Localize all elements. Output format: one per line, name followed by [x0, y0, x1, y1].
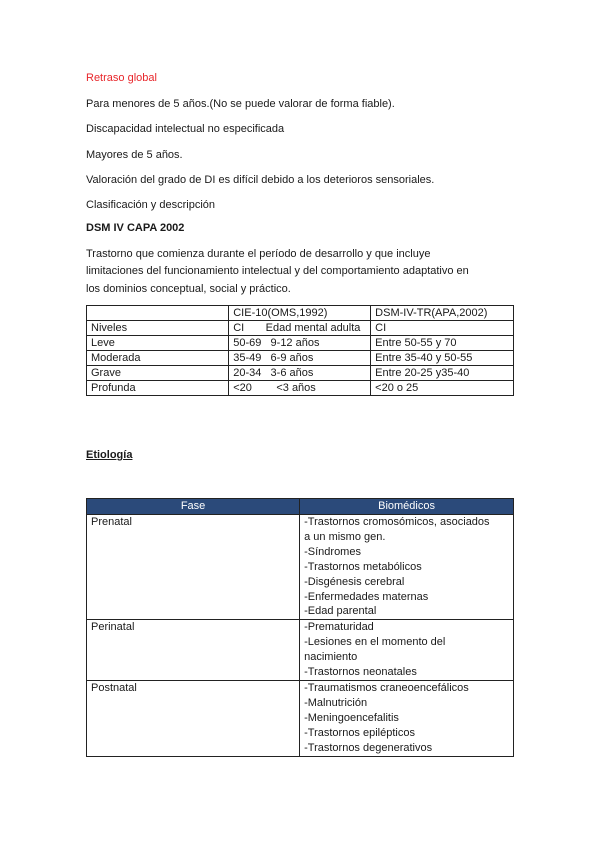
table-cell: Entre 35-40 y 50-55: [371, 351, 514, 366]
table-header-row: [87, 306, 514, 321]
list-item: -Meningoencefalitis: [304, 711, 399, 724]
fase-cell: Postnatal: [87, 680, 300, 756]
list-item: a un mismo gen.: [304, 530, 386, 543]
table-cell: 20-34 3-6 años: [229, 366, 371, 381]
list-item: -Prematuridad: [304, 621, 374, 634]
retraso-global-heading: Retraso global: [86, 72, 157, 84]
header-fase: Fase: [87, 499, 300, 515]
biomedicos-cell: [300, 620, 514, 681]
table-cell: Leve: [87, 336, 229, 351]
table-cell: Grave: [87, 366, 229, 381]
etiology-header-row: [87, 499, 514, 515]
table-cell: Entre 50-55 y 70: [371, 336, 514, 351]
table-row: [87, 515, 514, 620]
list-item: -Trastornos metabólicos: [304, 560, 422, 573]
header-biomedicos: Biomédicos: [300, 499, 514, 515]
list-item: -Trastornos cromosómicos, asociados: [304, 516, 490, 528]
valoracion-text: Valoración del grado de DI es difícil debido a los deterioros sensoriales.: [86, 174, 435, 186]
table-cell: Entre 20-25 y35-40: [371, 366, 514, 381]
table-cell: <20 <3 años: [229, 381, 371, 396]
list-item: -Traumatismos craneoencefálicos: [304, 681, 469, 694]
list-item: -Enfermedades maternas: [304, 590, 429, 603]
list-item: nacimiento: [304, 651, 358, 664]
table-row: [87, 620, 514, 681]
mayores-text: Mayores de 5 años.: [86, 149, 183, 161]
fase-cell: Prenatal: [87, 515, 300, 620]
list-item: -Trastornos neonatales: [304, 666, 417, 679]
table-row: [87, 351, 514, 366]
table-row: [87, 680, 514, 756]
list-item: -Síndromes: [304, 545, 361, 558]
list-item: -Lesiones en el momento del: [304, 636, 446, 649]
classification-table: [86, 305, 514, 396]
trastorno-line-2: limitaciones del funcionamiento intelectual y del comportamiento adaptativo en: [86, 265, 469, 277]
trastorno-line-1: Trastorno que comienza durante el período de desarrollo y que incluye: [86, 248, 431, 260]
list-item: -Malnutrición: [304, 696, 368, 709]
table-cell: DSM-IV-TR(APA,2002): [371, 306, 514, 321]
list-item: -Trastornos degenerativos: [304, 741, 433, 754]
table-row: [87, 381, 514, 396]
table-cell: [87, 306, 229, 321]
fase-cell: Perinatal: [87, 620, 300, 681]
table-cell: 35-49 6-9 años: [229, 351, 371, 366]
biomedicos-cell: [300, 680, 514, 756]
table-cell: CI Edad mental adulta: [229, 321, 371, 336]
clasificacion-text: Clasificación y descripción: [86, 199, 215, 211]
para-menores-text: Para menores de 5 años.(No se puede valorar de forma fiable).: [86, 98, 395, 110]
etiologia-heading: Etiología: [86, 449, 133, 461]
dsm-heading: DSM IV CAPA 2002: [86, 222, 185, 234]
table-cell: Niveles: [87, 321, 229, 336]
table-row: [87, 336, 514, 351]
table-row: [87, 321, 514, 336]
list-item: -Edad parental: [304, 605, 377, 618]
table-cell: CIE-10(OMS,1992): [229, 306, 371, 321]
table-cell: Moderada: [87, 351, 229, 366]
discapacidad-text: Discapacidad intelectual no especificada: [86, 123, 285, 135]
list-item: -Disgénesis cerebral: [304, 575, 405, 588]
biomedicos-cell: [300, 515, 514, 620]
list-item: -Trastornos epilépticos: [304, 726, 415, 739]
table-cell: <20 o 25: [371, 381, 514, 396]
etiology-table: [86, 498, 514, 757]
table-cell: 50-69 9-12 años: [229, 336, 371, 351]
table-row: [87, 366, 514, 381]
table-cell: CI: [371, 321, 514, 336]
trastorno-line-3: los dominios conceptual, social y práctico.: [86, 283, 291, 295]
table-cell: Profunda: [87, 381, 229, 396]
